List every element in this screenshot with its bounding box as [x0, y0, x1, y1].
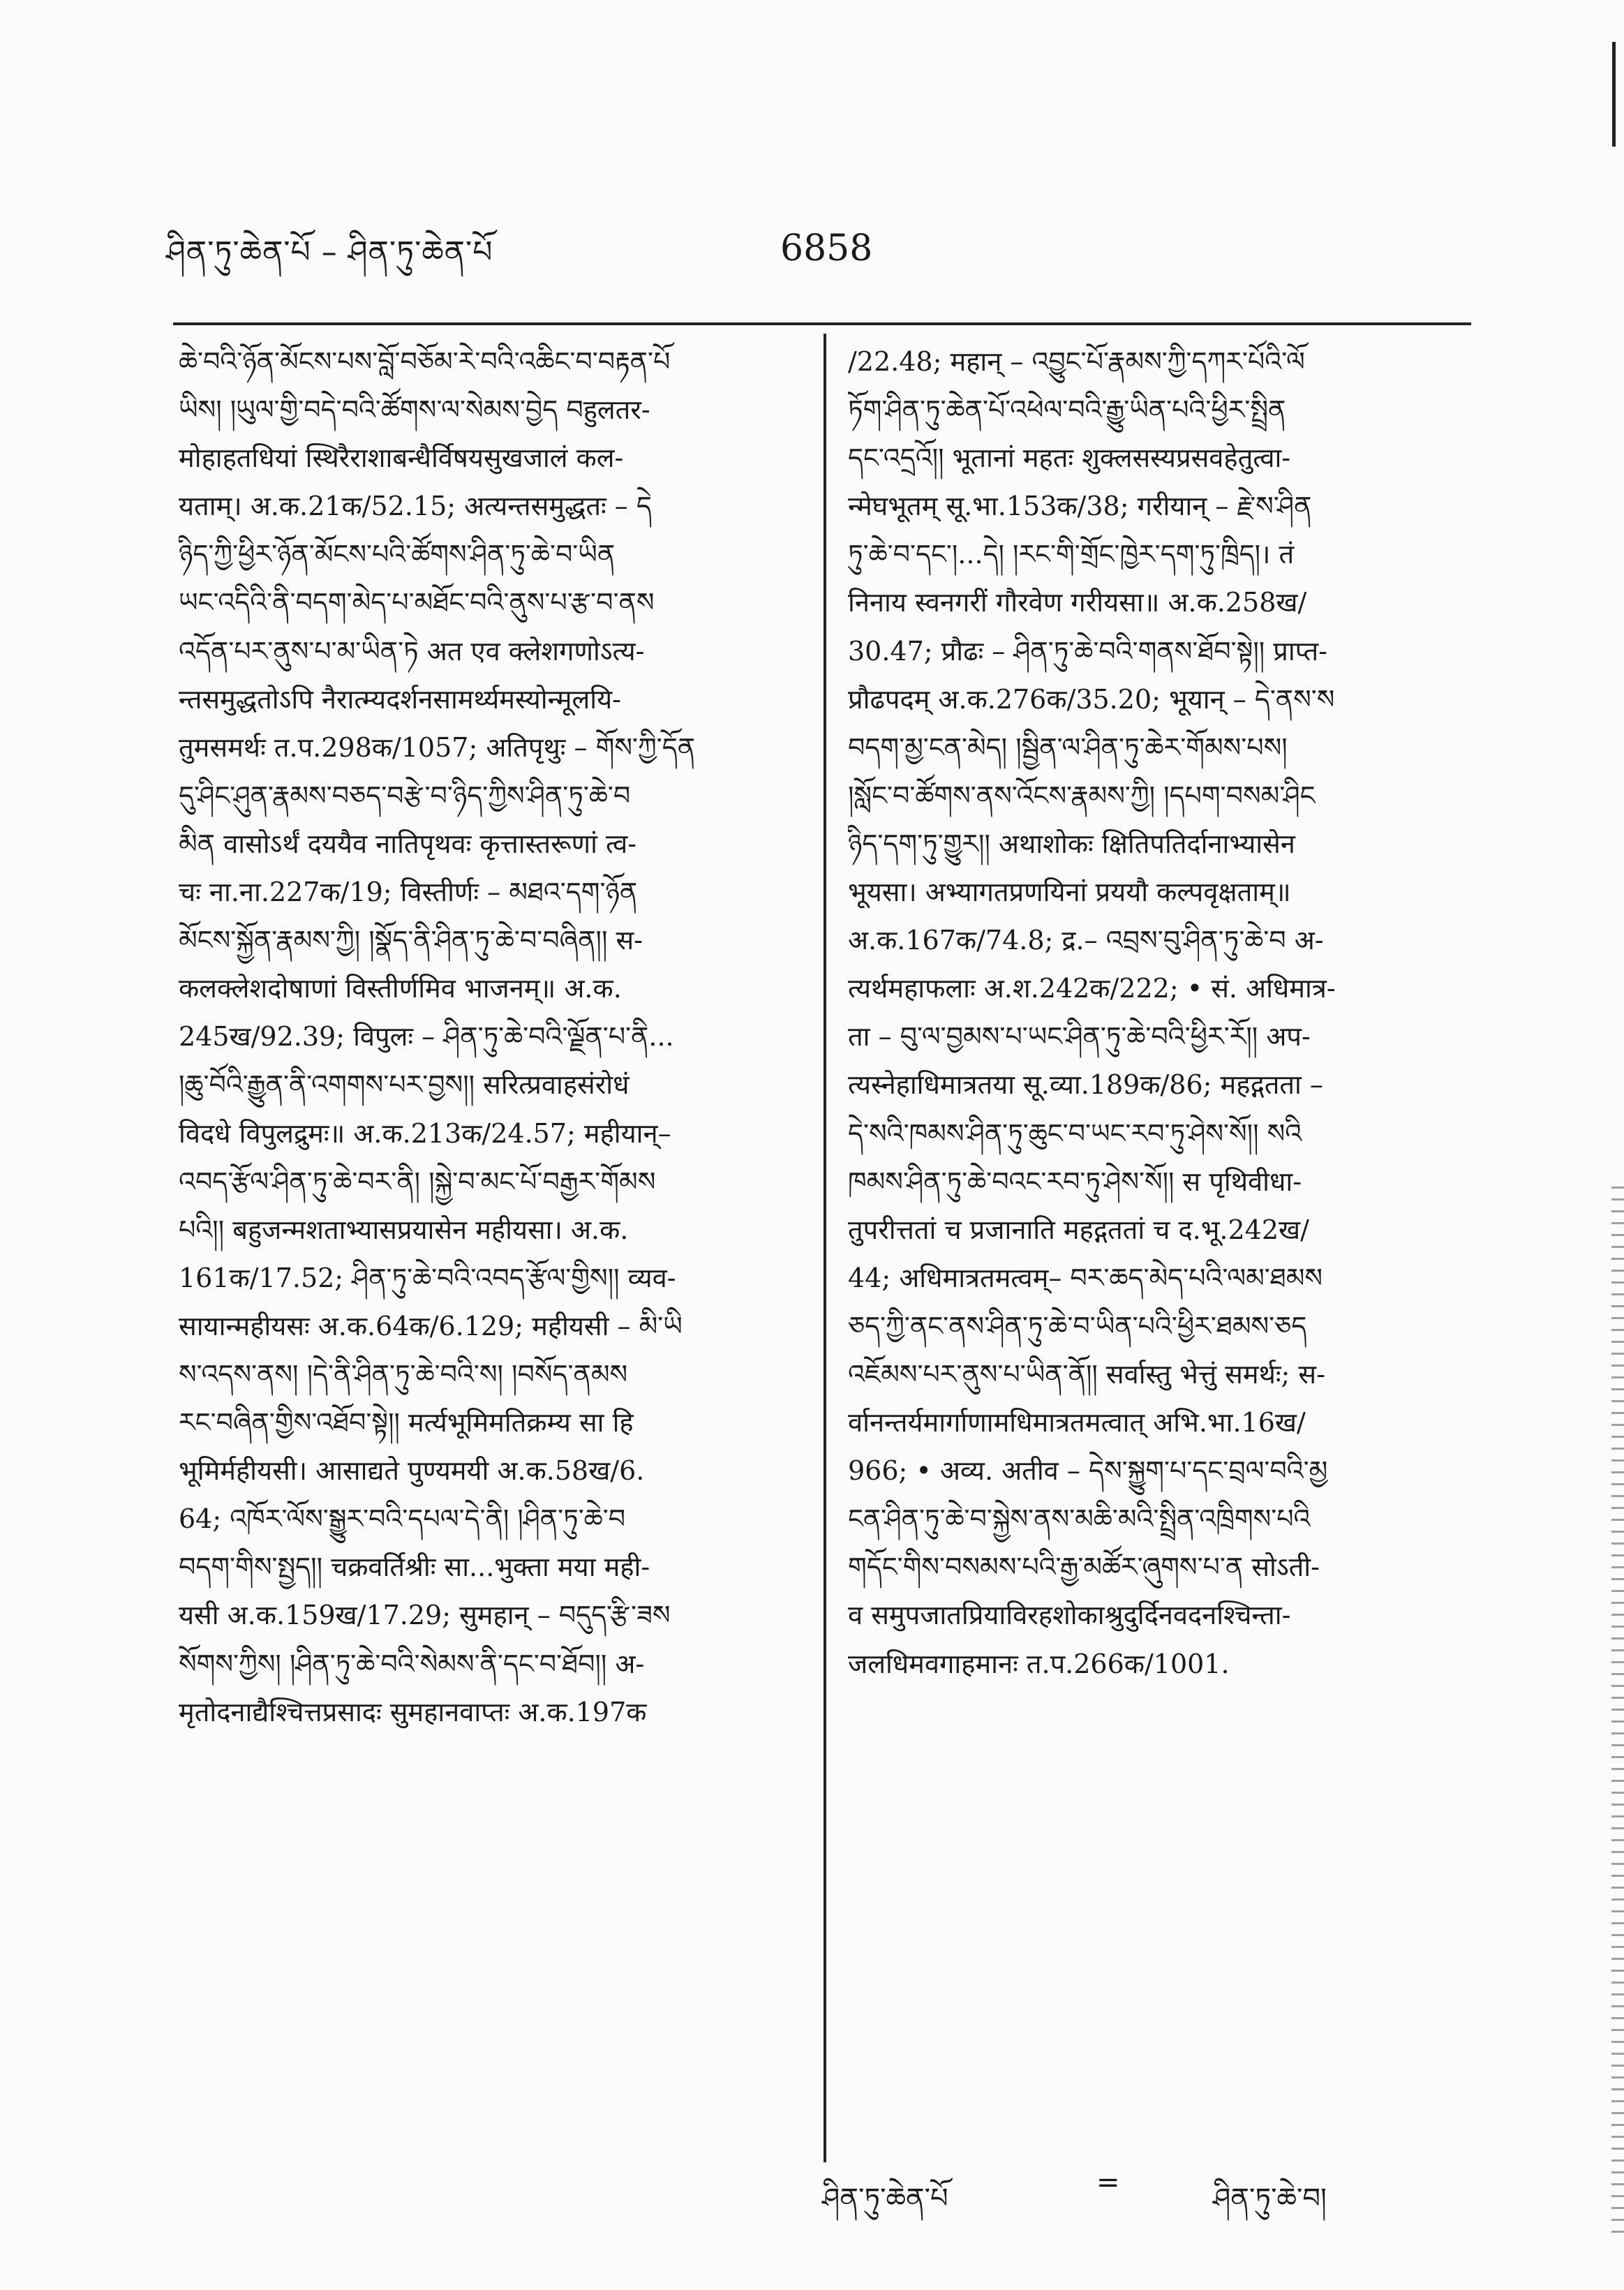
text-line: भूमिर्महीयसी। आसाद्यते पुण्यमयी अ.क.58ख/6.: [179, 1455, 645, 1487]
text-line: མོངས་སྐྱོན་རྣམས་ཀྱི། །སྣོད་ནི་ཤིན་ཏུ་ཆེ་བ་བཞིན།། स-: [179, 925, 643, 956]
column-divider: [824, 334, 826, 2162]
text-line: སོགས་ཀྱིས། །ཤིན་ཏུ་ཆེ་བའི་སེམས་ནི་དང་བ་ཐོབ།། अ-: [179, 1648, 645, 1679]
text-line: །སློང་བ་ཚོགས་ནས་འོངས་རྣམས་ཀྱི། །དཔག་བསམ་ཤིང: [848, 780, 1316, 811]
text-line: तुमसमर्थः त.प.298क/1057; अतिपृथुः – གོས་ཀྱི་དོན: [179, 731, 696, 763]
text-line: ཅད་ཀྱི་ནང་ནས་ཤིན་ཏུ་ཆེ་བ་ཡིན་པའི་ཕྱིར་ཐམས་ཅད: [848, 1310, 1307, 1341]
text-line: དང་འདྲའོ།། भूतानां महतः शुक्लसस्यप्रसवहेतुत्वा-: [848, 443, 1291, 474]
text-line: चः ना.ना.227क/19; विस्तीर्णः – མཐའ་དག་ཉོན: [179, 877, 638, 908]
text-line: त्यर्थमहाफलाः अ.श.242क/222; • सं. अधिमात्र-: [848, 973, 1336, 1004]
text-line: ས་འདས་ནས། །དེ་ནི་ཤིན་ཏུ་ཆེ་བའི་ས། །བསོད་ནམས: [179, 1358, 628, 1390]
text-line: मोहाहतधियां स्थिरैराशाबन्धैर्विषयसुखजालं कल-: [179, 443, 624, 474]
text-line: त्यस्नेहाधिमात्रतया सू.व्या.189क/86; महद्गतता –: [848, 1069, 1323, 1101]
text-line: विदधे विपुलद्रुमः॥ अ.क.213क/24.57; महीयान्–: [179, 1117, 671, 1149]
text-line: ཏོག་ཤིན་ཏུ་ཆེན་པོ་འཕེལ་བའི་རྒྱུ་ཡིན་པའི་ཕྱིར་སྤྲིན: [848, 394, 1286, 426]
text-line: འཇོམས་པར་ནུས་པ་ཡིན་ནོ།། सर्वास्तु भेत्तुं समर्थः; स-: [848, 1358, 1325, 1390]
text-line: यसी अ.क.159ख/17.29; सुमहान् – བདུད་རྩི་ཟས: [179, 1600, 671, 1631]
text-line: ཆེ་བའི་ཉོན་མོངས་པས་བློ་བཅོམ་རེ་བའི་འཆིང་བ་བརྟན་པོ: [179, 346, 671, 377]
text-line: ཏུ་ཆེ་བ་དང་།...དེ། །རང་གི་གྲོང་ཁྱེར་དག་ཏུ་ཁྲིད།। तं: [848, 539, 1295, 570]
text-line: བདག་གིས་སྤྱད།། चक्रवर्तिश्रीः सा...भुक्ता मया मही-: [179, 1552, 650, 1583]
text-line: यताम्। अ.क.21क/52.15; अत्यन्तसमुद्धतः – དེ: [179, 491, 652, 522]
text-line: འདོན་པར་ནུས་པ་མ་ཡིན་ཏེ अत एव क्लेशगणोऽत्य-: [179, 635, 645, 667]
text-line: अ.क.167क/74.8; द्र.– འབྲས་བུ་ཤིན་ཏུ་ཆེ་བ अ-: [848, 925, 1324, 956]
text-line: र्वानन्तर्यमार्गाणामधिमात्रतमत्वात् अभि.भा.16ख/: [848, 1407, 1306, 1438]
text-line: ता – བུ་ལ་བྱམས་པ་ཡང་ཤིན་ཏུ་ཆེ་བའི་ཕྱིར་རོ།། अप-: [848, 1021, 1311, 1053]
reference-target: ཤིན་ཏུ་ཆེ་བ།: [1213, 2183, 1327, 2215]
text-line: /22.48; महान् – འབྱུང་པོ་རྣམས་ཀྱི་དཀར་པོའི་ལོ: [848, 346, 1305, 377]
text-line: ཁམས་ཤིན་ཏུ་ཆེ་བའང་རབ་ཏུ་ཤེས་སོ།། स पृथिवीधा-: [848, 1166, 1302, 1197]
text-line: सायान्महीयसः अ.क.64क/6.129; महीयसी – མི་ཡི: [179, 1310, 683, 1341]
text-line: 245ख/92.39; विपुलः – ཤིན་ཏུ་ཆེ་བའི་ལྗོན་པ་ནི...: [179, 1021, 674, 1053]
text-line: དེ་སའི་ཁམས་ཤིན་ཏུ་ཆུང་བ་ཡང་རབ་ཏུ་ཤེས་སོ།། སའི: [848, 1117, 1302, 1149]
text-line: निनाय स्वनगरीं गौरवेण गरीयसा॥ अ.क.258ख/: [848, 587, 1307, 618]
text-line: न्मेघभूतम् सू.भा.153क/38; गरीयान् – རྗེ་ས་ཤིན: [848, 491, 1312, 522]
left-column: [179, 338, 789, 1737]
running-header: ཤིན་ཏུ་ཆེན་པོ – ཤིན་ཏུ་ཆེན་པོ: [166, 235, 493, 270]
reference-equals: =: [1096, 2166, 1120, 2199]
text-line: གདོང་གིས་བསམས་པའི་རྒྱ་མཚོར་ཞུགས་པ་ན सोऽती-: [848, 1552, 1320, 1583]
text-line: ཉིད་ཀྱི་ཕྱིར་ཉོན་མོངས་པའི་ཚོགས་ཤིན་ཏུ་ཆེ་བ་ཡིན: [179, 539, 616, 570]
reference-term: ཤིན་ཏུ་ཆེན་པོ: [822, 2183, 948, 2215]
text-line: རང་བཞིན་གྱིས་འཐོབ་སྟེ།། मर्त्यभूमिमतिक्रम्य सा हि: [179, 1407, 634, 1438]
text-line: 30.47; प्रौढः – ཤིན་ཏུ་ཆེ་བའི་གནས་ཐོབ་སྟེ།། प्राप्त-: [848, 635, 1327, 667]
text-line: प्रौढपदम् अ.क.276क/35.20; भूयान् – དེ་ནས་ས: [848, 683, 1335, 715]
text-line: འབད་རྩོལ་ཤིན་ཏུ་ཆེ་བར་ནི། །སྐྱེ་བ་མང་པོ་བརྒྱར་གོམས: [179, 1166, 656, 1197]
header-rule: [173, 322, 1471, 325]
text-line: 161क/17.52; ཤིན་ཏུ་ཆེ་བའི་འབད་རྩོལ་གྱིས།། व्यव-: [179, 1262, 676, 1293]
text-line: 44; अधिमात्रतमत्वम्– བར་ཆད་མེད་པའི་ལམ་ཐམས: [848, 1262, 1323, 1293]
text-line: न्तसमुद्धतोऽपि नैरात्म्यदर्शनसामर्थ्यमस्योन्मूलयि-: [179, 683, 621, 715]
text-line: व समुपजातप्रियाविरहशोकाश्रुदुर्दिनवदनश्चिन्ता-: [848, 1600, 1291, 1631]
text-line: तुपरीत्ततां च प्रजानाति महद्गततां च द.भू.242ख/: [848, 1214, 1309, 1245]
text-line: कलक्लेशदोषाणां विस्तीर्णमिव भाजनम्॥ अ.क.: [179, 973, 622, 1004]
page-number: 6858: [780, 228, 873, 269]
text-line: 966; • अव्य. अतीव – དེས་སྐྱུག་པ་དང་བྲལ་བའི་མྱ: [848, 1455, 1328, 1487]
text-line: བདག་མྱ་ངན་མེད། །སྦྱིན་ལ་ཤིན་ཏུ་ཆེར་གོམས་པས།: [848, 731, 1288, 763]
text-line: जलधिमवगाहमानः त.प.266क/1001.: [848, 1648, 1230, 1679]
text-line: ཡིས། །ཡུལ་གྱི་བདེ་བའི་ཚོགས་ལ་སེམས་བྱེད བहुलतर-: [179, 394, 650, 426]
text-line: 64; འཁོར་ལོས་སྒྱུར་བའི་དཔལ་དེ་ནི། །ཤིན་ཏུ་ཆེ་བ: [179, 1503, 626, 1535]
scan-edge: [1611, 1187, 1624, 2233]
text-line: मृतोदनाद्यैश्चित्तप्रसादः सुमहानवाप्तः अ.क.197क: [179, 1696, 647, 1727]
margin-mark: [1612, 42, 1616, 147]
text-line: མིན वासोऽर्थं दययैव नातिपृथवः कृत्तास्तरूणां त्व-: [179, 828, 637, 859]
text-line: དུ་ཤིང་ཤུན་རྣམས་བཅད་བརྩེ་བ་ཉིད་ཀྱིས་ཤིན་ཏུ་ཆེ་བ: [179, 780, 631, 811]
right-column: [848, 338, 1459, 1688]
text-line: །ཆུ་བོའི་རྒྱུན་ནི་འགགས་པར་བྱས།། सरित्प्रवाहसंरोधं: [179, 1069, 630, 1101]
text-line: भूयसा। अभ्यागतप्रणयिनां प्रययौ कल्पवृक्षताम्॥: [848, 877, 1291, 908]
text-line: པའི།། बहुजन्मशताभ्यासप्रयासेन महीयसा। अ.क.: [179, 1214, 629, 1245]
text-line: ངན་ཤིན་ཏུ་ཆེ་བ་སྐྱེས་ནས་མཆི་མའི་སྤྲིན་འཁྲིགས་པའི: [848, 1503, 1311, 1535]
text-line: ཉིད་དག་ཏུ་གྱུར།། अथाशोकः क्षितिपतिर्दानाभ्यासेन: [848, 828, 1295, 859]
text-line: ཡང་འདིའི་ནི་བདག་མེད་པ་མཐོང་བའི་ནུས་པ་རྩ་བ་ནས: [179, 587, 655, 618]
